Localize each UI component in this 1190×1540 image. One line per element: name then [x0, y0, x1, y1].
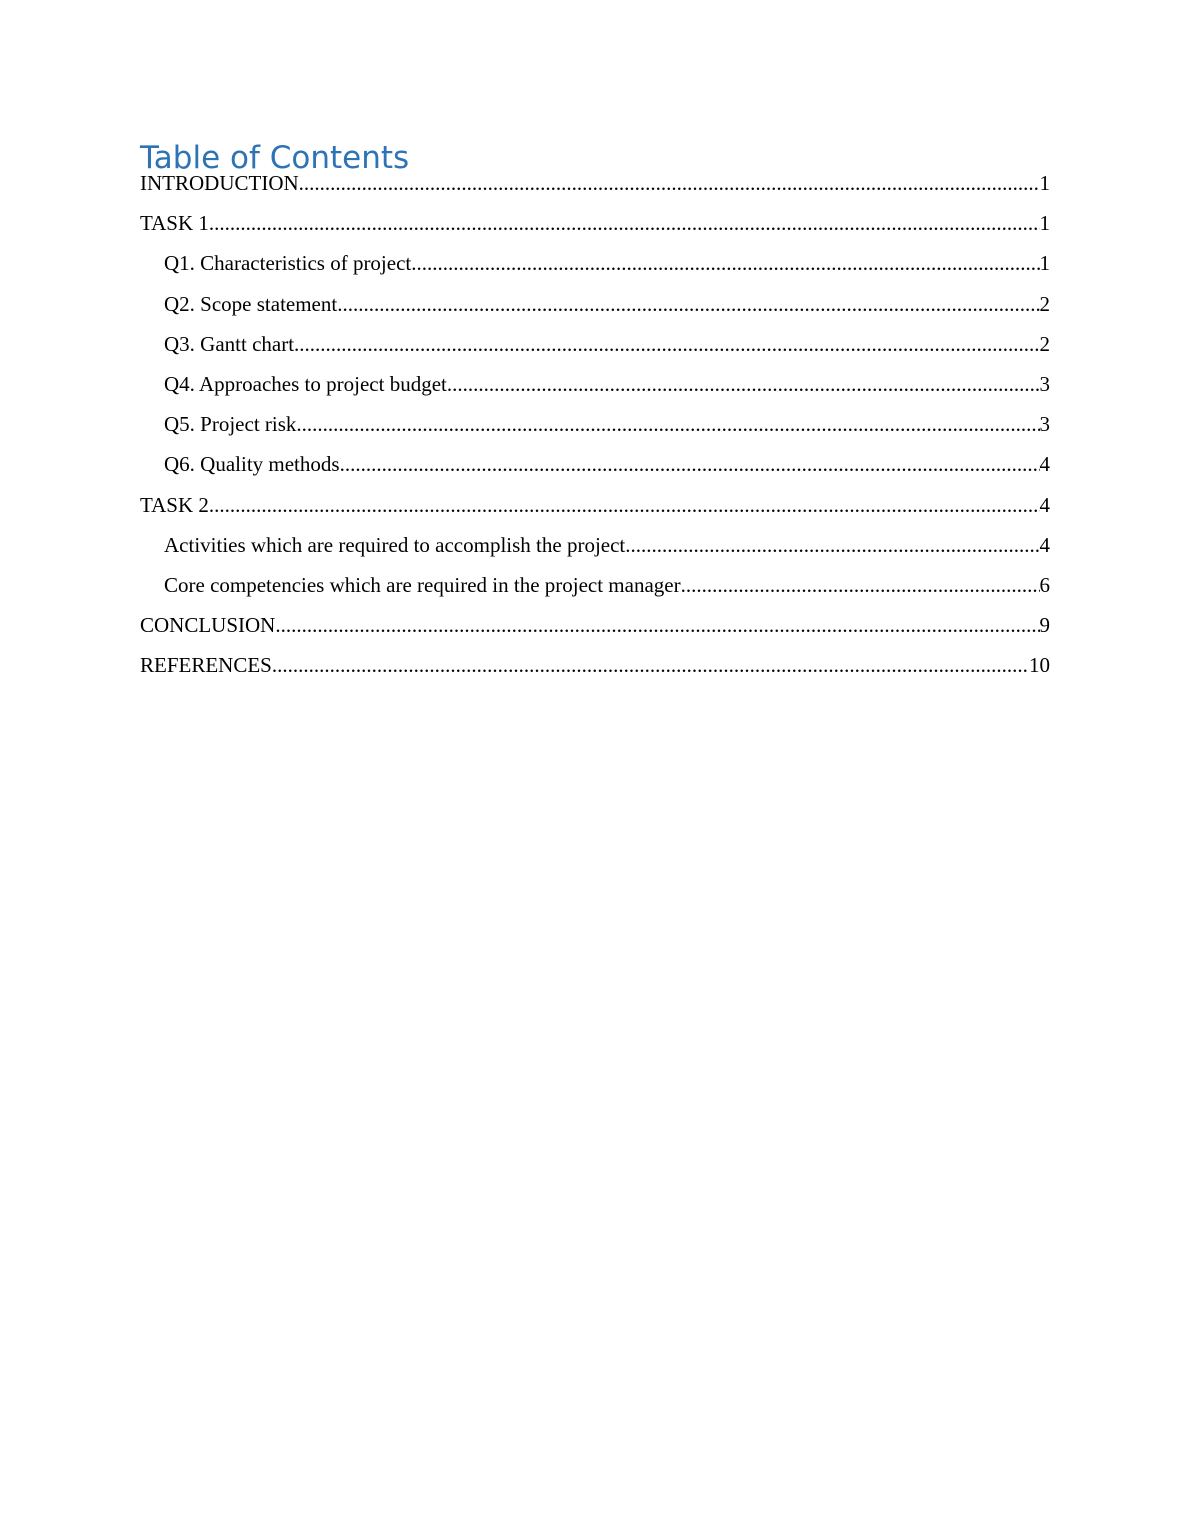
toc-page-number: 4 — [1039, 492, 1050, 517]
toc-entry-activities[interactable] — [140, 533, 1050, 573]
toc-entry-q5[interactable] — [140, 412, 1050, 452]
toc-page-number: 6 — [1039, 572, 1050, 597]
toc-page-number: 2 — [1039, 331, 1050, 356]
toc-entry-conclusion[interactable] — [140, 613, 1050, 653]
toc-dot-leader — [209, 211, 1040, 236]
toc-page-number: 4 — [1039, 452, 1050, 477]
toc-entry-introduction[interactable] — [140, 171, 1050, 211]
toc-dot-leader — [296, 412, 1039, 437]
toc-page-number: 1 — [1039, 171, 1050, 195]
toc-entry-label: Q1. Characteristics of project — [164, 251, 412, 276]
toc-entry-label: Q2. Scope statement — [164, 291, 338, 316]
toc-entry-q3[interactable] — [140, 332, 1050, 372]
toc-dot-leader — [275, 613, 1039, 638]
toc-dot-leader — [411, 251, 1039, 276]
toc-entry-label: Q5. Project risk — [164, 412, 297, 437]
toc-entry-label: Q3. Gantt chart — [164, 331, 295, 356]
toc-dot-leader — [625, 533, 1039, 558]
toc-entry-label: Activities which are required to accomplish the project — [164, 532, 626, 557]
toc-page-number: 9 — [1039, 613, 1050, 638]
toc-dot-leader — [272, 653, 1029, 678]
toc-page-number: 10 — [1029, 653, 1050, 678]
toc-entry-task-1[interactable] — [140, 211, 1050, 251]
toc-entry-q4[interactable] — [140, 372, 1050, 412]
toc-dot-leader — [299, 171, 1040, 196]
toc-dot-leader — [294, 332, 1039, 357]
toc-entry-label: TASK 1 — [140, 211, 209, 236]
toc-entry-label: Q4. Approaches to project budget — [164, 371, 447, 396]
toc-entry-task-2[interactable] — [140, 493, 1050, 533]
toc-entry-q1[interactable] — [140, 251, 1050, 291]
toc-dot-leader — [209, 493, 1040, 518]
toc-page-number: 2 — [1039, 291, 1050, 316]
toc-entry-references[interactable] — [140, 653, 1050, 693]
toc-entry-label: INTRODUCTION — [140, 171, 299, 195]
toc-page-number: 3 — [1039, 371, 1050, 396]
toc-page-number: 1 — [1039, 251, 1050, 276]
toc-entry-q6[interactable] — [140, 452, 1050, 492]
table-of-contents — [140, 138, 1050, 693]
toc-dot-leader — [337, 292, 1039, 317]
toc-list — [140, 171, 1050, 693]
toc-entry-core-competencies[interactable] — [140, 573, 1050, 613]
toc-dot-leader — [340, 452, 1040, 477]
toc-entry-label: REFERENCES — [140, 653, 272, 678]
toc-page-number: 1 — [1039, 211, 1050, 236]
toc-dot-leader — [681, 573, 1040, 598]
toc-entry-q2[interactable] — [140, 292, 1050, 332]
toc-entry-label: Q6. Quality methods — [164, 452, 340, 477]
toc-entry-label: CONCLUSION — [140, 613, 276, 638]
toc-dot-leader — [447, 372, 1040, 397]
toc-entry-label: Core competencies which are required in the project manager — [164, 572, 681, 597]
toc-page-number: 3 — [1039, 412, 1050, 437]
toc-page-number: 4 — [1039, 532, 1050, 557]
toc-title: Table of Contents — [140, 140, 410, 176]
toc-entry-label: TASK 2 — [140, 492, 209, 517]
